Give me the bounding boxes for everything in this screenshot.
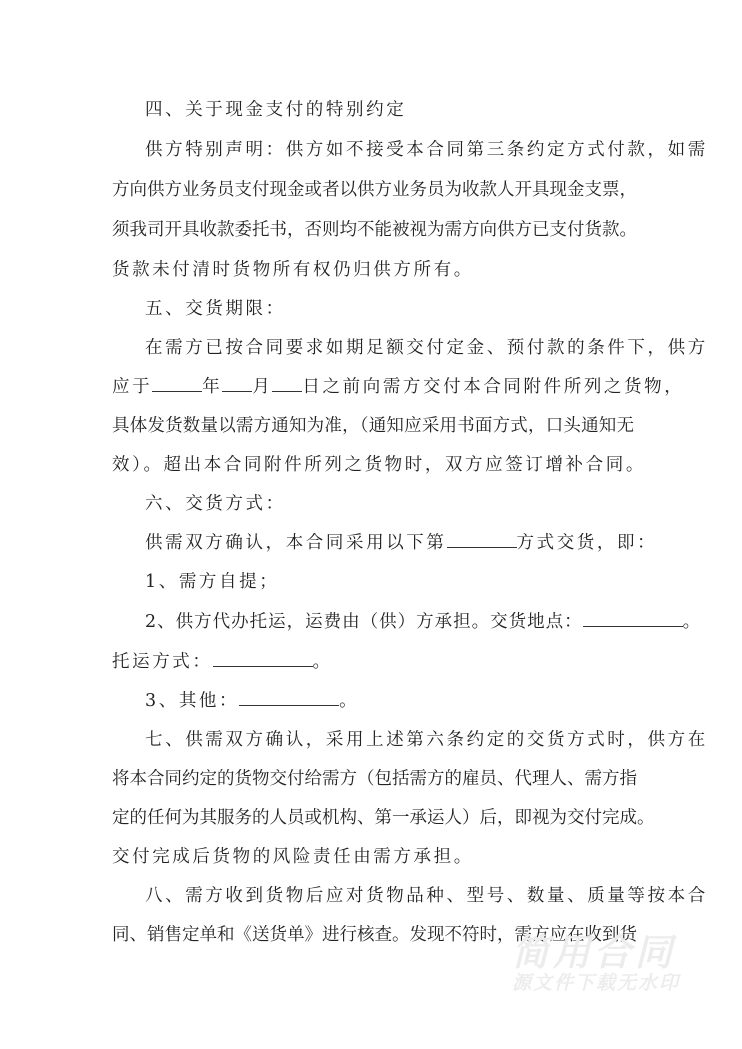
section-7-line: 七、供需双方确认，采用上述第六条约定的交货方式时，供方在 <box>145 730 708 750</box>
shipping-method-blank[interactable] <box>213 650 313 667</box>
section-6-intro <box>145 531 657 555</box>
text: 应于 <box>112 377 153 397</box>
section-4-line: 货款未付清时货物所有权仍归供方所有。 <box>112 260 474 280</box>
delivery-location-blank[interactable] <box>583 610 683 627</box>
text: 2、供方代办托运，运费由（供）方承担。交货地点： <box>145 612 583 632</box>
watermark-title: 简用合同 <box>512 931 676 974</box>
method-number-blank[interactable] <box>447 531 517 548</box>
text: 日之前向需方交付本合同附件所列之货物， <box>302 377 685 397</box>
section-7-line: 定的任何为其服务的人员或机构、第一承运人）后，即视为交付完成。 <box>112 808 655 828</box>
section-4-heading: 四、关于现金支付的特别约定 <box>145 100 407 120</box>
section-6-item-2 <box>145 610 701 634</box>
text: 。 <box>339 691 360 711</box>
watermark-subtitle: 源文件下载无水印 <box>512 972 681 994</box>
day-blank[interactable] <box>272 375 302 392</box>
section-8-line: 同、销售定单和《送货单》进行核查。发现不符时，需方应在收到货 <box>112 925 637 945</box>
section-6-item-2-shipping <box>112 650 333 674</box>
section-4-line: 须我司开具收款委托书，否则均不能被视为需方向供方已支付货款。 <box>112 220 637 240</box>
text: 月 <box>252 377 273 397</box>
section-4-line: 方向供方业务员支付现金或者以供方业务员为收款人开具现金支票， <box>112 180 637 200</box>
year-blank[interactable] <box>152 375 202 392</box>
section-6-heading: 六、交货方式： <box>145 494 286 514</box>
section-7-line: 交付完成后货物的风险责任由需方承担。 <box>112 847 474 867</box>
section-8-line: 八、需方收到货物后应对货物品种、型号、数量、质量等按本合 <box>145 886 708 906</box>
section-7-line: 将本合同约定的货物交付给需方（包括需方的雇员、代理人、需方指 <box>112 769 637 789</box>
other-method-blank[interactable] <box>239 689 339 706</box>
text: 。 <box>682 612 702 632</box>
section-6-item-3 <box>145 689 359 713</box>
text: 年 <box>202 377 223 397</box>
section-5-line: 效）。超出本合同附件所列之货物时，双方应签订增补合同。 <box>112 455 646 475</box>
text: 托运方式： <box>112 652 213 672</box>
text: 供需双方确认，本合同采用以下第 <box>145 533 447 553</box>
text: 。 <box>312 652 333 672</box>
section-5-line: 具体发货数量以需方通知为准，（通知应采用书面方式，口头通知无 <box>112 416 634 436</box>
section-6-item-1: 1、需方自提； <box>145 572 280 592</box>
text: 方式交货，即： <box>516 533 658 553</box>
section-4-line: 供方特别声明：供方如不接受本合同第三条约定方式付款，如需 <box>145 140 708 160</box>
section-5-line: 在需方已按合同要求如期足额交付定金、预付款的条件下，供方 <box>145 338 708 358</box>
section-5-heading: 五、交货期限： <box>145 299 286 319</box>
section-5-date-line <box>112 375 684 399</box>
month-blank[interactable] <box>222 375 252 392</box>
text: 3、其他： <box>145 691 240 711</box>
